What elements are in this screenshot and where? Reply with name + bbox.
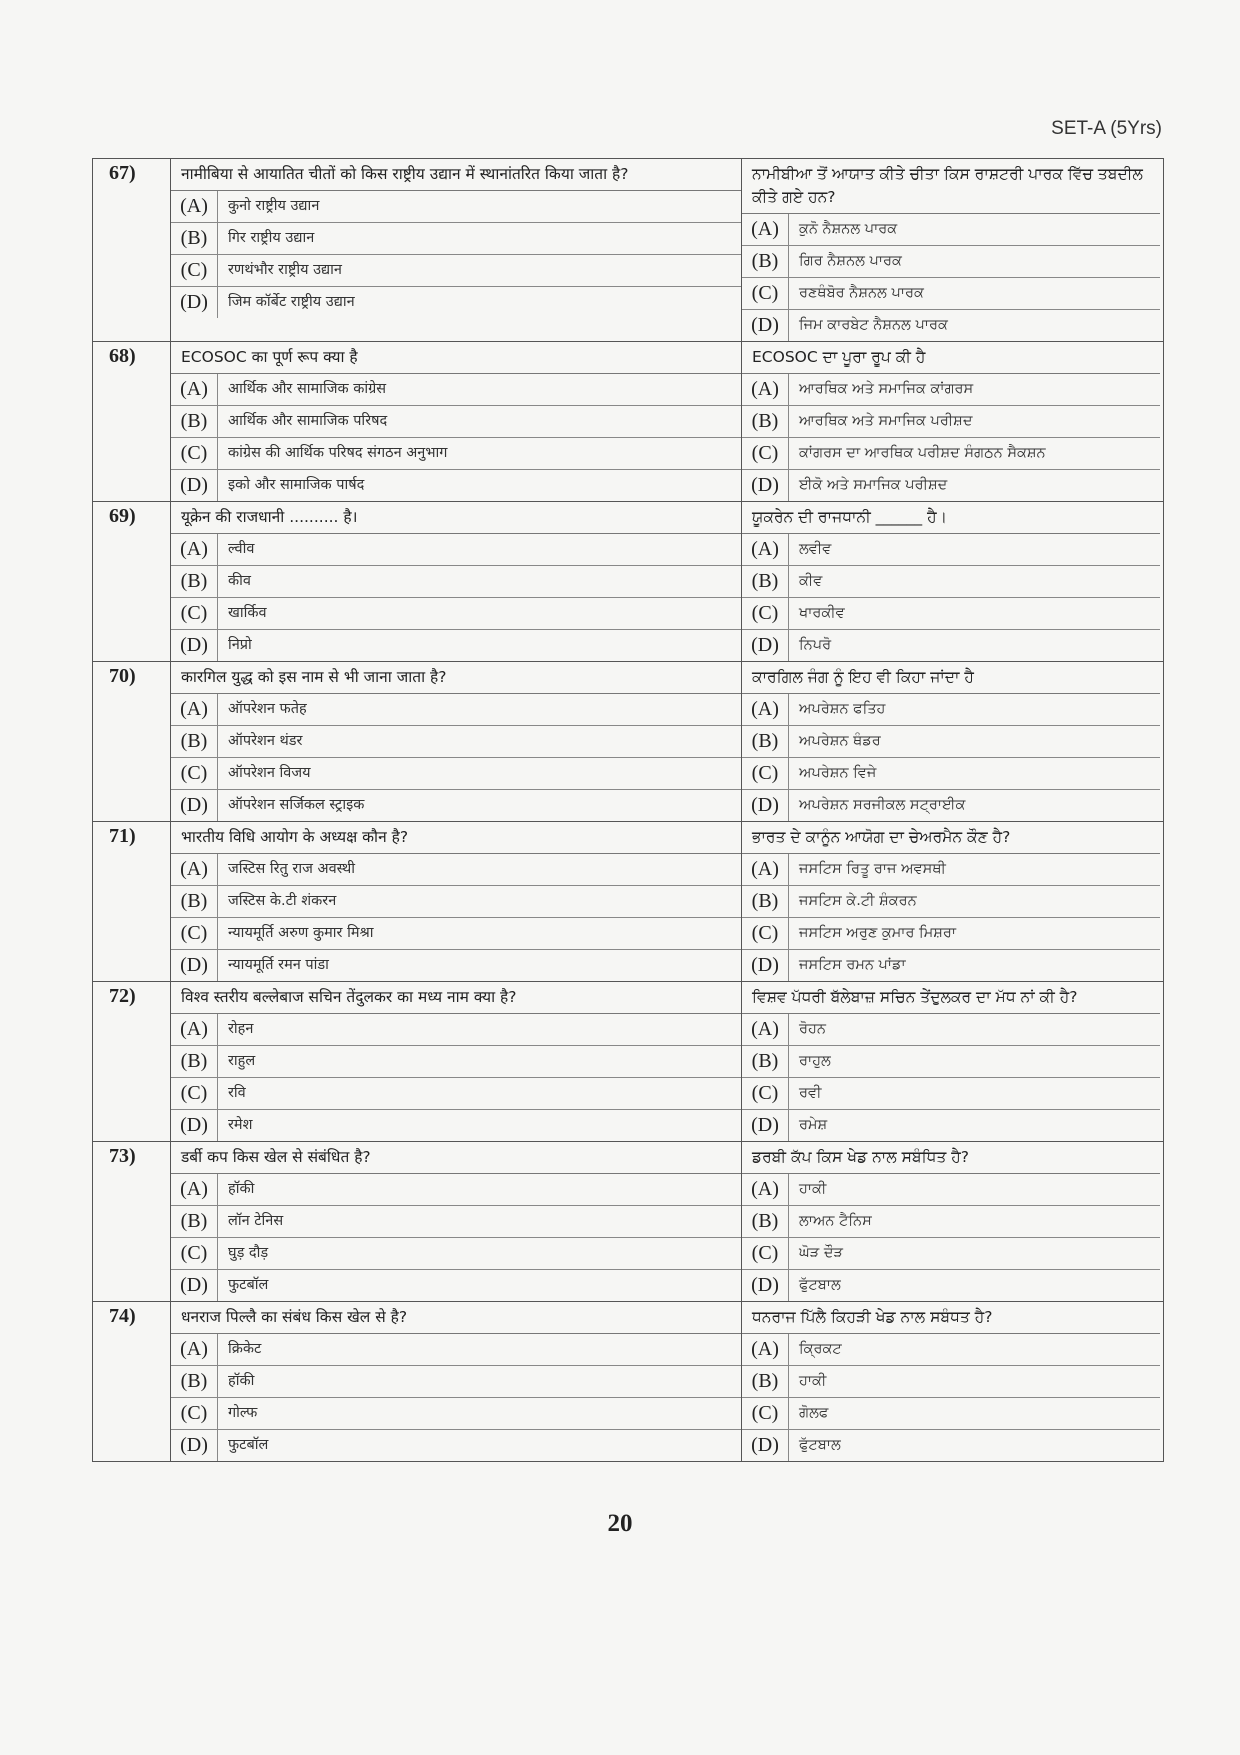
option-row-hindi <box>171 1110 741 1141</box>
question-column-punjabi <box>742 1142 1160 1301</box>
question-block <box>93 1141 1163 1301</box>
option-label: (C) <box>171 758 218 789</box>
option-label: (B) <box>742 406 789 437</box>
option-label: (A) <box>742 214 789 245</box>
question-text-hindi: भारतीय विधि आयोग के अध्यक्ष कौन है? <box>171 822 741 854</box>
option-label: (B) <box>742 566 789 597</box>
option-text: ल्वीव <box>228 541 255 557</box>
option-text: क्रिकेट <box>228 1341 262 1357</box>
question-text-hindi: धनराज पिल्लै का संबंध किस खेल से है? <box>171 1302 741 1334</box>
option-row-hindi <box>171 191 741 223</box>
option-label: (A) <box>742 374 789 405</box>
question-text-hindi: कारगिल युद्ध को इस नाम से भी जाना जाता है? <box>171 662 741 694</box>
question-column-hindi <box>171 662 742 821</box>
option-label: (D) <box>742 790 789 821</box>
option-text: ਗਿਰ ਨੈਸ਼ਨਲ ਪਾਰਕ <box>799 253 902 269</box>
option-text: रवि <box>228 1085 246 1101</box>
option-label: (D) <box>742 1110 789 1141</box>
option-label: (A) <box>742 694 789 725</box>
question-block <box>93 821 1163 981</box>
question-column-hindi <box>171 822 742 981</box>
option-label: (D) <box>742 950 789 981</box>
option-row-hindi <box>171 630 741 661</box>
option-row-hindi <box>171 1238 741 1270</box>
question-column-hindi <box>171 342 742 501</box>
option-row-hindi <box>171 470 741 501</box>
option-label: (B) <box>742 886 789 917</box>
option-label: (D) <box>171 1430 218 1461</box>
option-label: (D) <box>171 1110 218 1141</box>
option-label: (A) <box>742 1014 789 1045</box>
question-table <box>92 158 1164 1462</box>
option-row-punjabi <box>742 1334 1160 1366</box>
option-label: (A) <box>171 1014 218 1045</box>
option-text: आर्थिक और सामाजिक कांग्रेस <box>228 381 387 397</box>
option-label: (C) <box>171 598 218 629</box>
option-text: ਰਣਥੰਬੋਰ ਨੈਸ਼ਨਲ ਪਾਰਕ <box>799 285 924 301</box>
option-text: ਹਾਕੀ <box>799 1373 827 1389</box>
option-label: (A) <box>742 1334 789 1365</box>
option-row-punjabi <box>742 406 1160 438</box>
option-text: कांग्रेस की आर्थिक परिषद संगठन अनुभाग <box>228 445 448 461</box>
question-number: 73) <box>93 1142 171 1301</box>
option-row-punjabi <box>742 310 1160 341</box>
option-text: निप्रो <box>228 637 252 653</box>
option-row-hindi <box>171 918 741 950</box>
option-row-punjabi <box>742 278 1160 310</box>
option-row-hindi <box>171 1014 741 1046</box>
option-label: (B) <box>171 1366 218 1397</box>
option-row-hindi <box>171 1430 741 1461</box>
option-text: रमेश <box>228 1117 253 1133</box>
question-column-punjabi <box>742 159 1160 341</box>
option-text: ਲਵੀਵ <box>799 541 832 557</box>
option-row-hindi <box>171 854 741 886</box>
option-text: न्यायमूर्ति रमन पांडा <box>228 957 329 973</box>
option-label: (B) <box>171 223 218 254</box>
option-label: (B) <box>171 886 218 917</box>
option-row-punjabi <box>742 1046 1160 1078</box>
option-label: (A) <box>742 1174 789 1205</box>
option-text: ऑपरेशन विजय <box>228 765 311 781</box>
question-text-punjabi: ਡਰਬੀ ਕੱਪ ਕਿਸ ਖੇਡ ਨਾਲ ਸਬੰਧਿਤ ਹੈ? <box>742 1142 1160 1174</box>
option-row-hindi <box>171 694 741 726</box>
option-row-punjabi <box>742 246 1160 278</box>
question-column-punjabi <box>742 342 1160 501</box>
option-label: (B) <box>742 1366 789 1397</box>
option-row-hindi <box>171 534 741 566</box>
option-label: (C) <box>171 918 218 949</box>
question-column-hindi <box>171 982 742 1141</box>
question-block <box>93 661 1163 821</box>
option-row-hindi <box>171 406 741 438</box>
option-text: आर्थिक और सामाजिक परिषद <box>228 413 388 429</box>
option-text: ਜਸਟਿਸ ਅਰੁਣ ਕੁਮਾਰ ਮਿਸ਼ਰਾ <box>799 925 957 941</box>
question-number: 70) <box>93 662 171 821</box>
question-number: 68) <box>93 342 171 501</box>
question-column-punjabi <box>742 982 1160 1141</box>
option-text: न्यायमूर्ति अरुण कुमार मिश्रा <box>228 925 374 941</box>
option-text: राहुल <box>228 1053 256 1069</box>
question-text-punjabi: ਕਾਰਗਿਲ ਜੰਗ ਨੂੰ ਇਹ ਵੀ ਕਿਹਾ ਜਾਂਦਾ ਹੈ <box>742 662 1160 694</box>
set-label: SET-A (5Yrs) <box>1051 118 1162 139</box>
option-label: (D) <box>171 950 218 981</box>
option-text: ਕ੍ਰਿਕਟ <box>799 1341 842 1357</box>
question-text-punjabi: ਯੂਕਰੇਨ ਦੀ ਰਾਜਧਾਨੀ ______ ਹੈ। <box>742 502 1160 534</box>
option-label: (B) <box>742 246 789 277</box>
option-label: (D) <box>171 287 218 318</box>
option-text: जस्टिस के.टी शंकरन <box>228 893 337 909</box>
option-label: (D) <box>742 470 789 501</box>
question-text-hindi: विश्व स्तरीय बल्लेबाज सचिन तेंदुलकर का मध्य नाम क्या है? <box>171 982 741 1014</box>
option-label: (D) <box>171 470 218 501</box>
question-text-punjabi: ਧਨਰਾਜ ਪਿੱਲੈ ਕਿਹੜੀ ਖੇਡ ਨਾਲ ਸਬੰਧਤ ਹੈ? <box>742 1302 1160 1334</box>
option-row-hindi <box>171 726 741 758</box>
option-text: ਹਾਕੀ <box>799 1181 827 1197</box>
option-row-hindi <box>171 566 741 598</box>
option-label: (A) <box>171 1174 218 1205</box>
option-row-punjabi <box>742 470 1160 501</box>
option-row-punjabi <box>742 726 1160 758</box>
option-text: ਜਿਮ ਕਾਰਬੇਟ ਨੈਸ਼ਨਲ ਪਾਰਕ <box>799 317 948 333</box>
question-number: 72) <box>93 982 171 1141</box>
option-row-punjabi <box>742 1014 1160 1046</box>
option-label: (D) <box>742 1430 789 1461</box>
option-row-hindi <box>171 438 741 470</box>
option-row-punjabi <box>742 790 1160 821</box>
option-label: (C) <box>171 255 218 286</box>
option-text: रोहन <box>228 1021 254 1037</box>
option-text: ਕੁਨੋ ਨੈਸ਼ਨਲ ਪਾਰਕ <box>799 221 898 237</box>
option-text: ਅਪਰੇਸ਼ਨ ਥੰਡਰ <box>799 733 881 749</box>
option-text: घुड़ दौड़ <box>228 1245 269 1261</box>
option-label: (C) <box>171 438 218 469</box>
option-label: (B) <box>742 1046 789 1077</box>
option-text: हॉकी <box>228 1181 255 1197</box>
option-label: (D) <box>171 790 218 821</box>
option-row-hindi <box>171 374 741 406</box>
option-label: (C) <box>742 758 789 789</box>
option-text: गोल्फ <box>228 1405 258 1421</box>
question-number: 74) <box>93 1302 171 1461</box>
question-block <box>93 501 1163 661</box>
option-text: कुनो राष्ट्रीय उद्यान <box>228 198 320 214</box>
option-text: फुटबॉल <box>228 1437 269 1453</box>
option-row-punjabi <box>742 1270 1160 1301</box>
question-column-hindi <box>171 159 742 341</box>
option-text: ਕੀਵ <box>799 573 823 589</box>
option-text: ਰਮੇਸ਼ <box>799 1117 828 1133</box>
option-text: ਖਾਰਕੀਵ <box>799 605 845 621</box>
option-row-hindi <box>171 886 741 918</box>
option-text: फुटबॉल <box>228 1277 269 1293</box>
option-text: ਫੁੱਟਬਾਲ <box>799 1437 841 1453</box>
option-label: (C) <box>742 598 789 629</box>
option-row-hindi <box>171 950 741 981</box>
option-text: जिम कॉर्बेट राष्ट्रीय उद्यान <box>228 294 355 310</box>
option-label: (C) <box>742 438 789 469</box>
option-row-punjabi <box>742 566 1160 598</box>
option-text: ਨਿਪਰੋ <box>799 637 832 653</box>
option-text: ਕਾਂਗਰਸ ਦਾ ਆਰਥਿਕ ਪਰੀਸ਼ਦ ਸੰਗਠਨ ਸੈਕਸ਼ਨ <box>799 445 1046 461</box>
option-text: ऑपरेशन फतेह <box>228 701 307 717</box>
option-label: (A) <box>171 191 218 222</box>
question-column-punjabi <box>742 662 1160 821</box>
option-label: (C) <box>742 1238 789 1269</box>
option-label: (C) <box>742 918 789 949</box>
option-text: रणथंभौर राष्ट्रीय उद्यान <box>228 262 342 278</box>
option-text: ਅਪਰੇਸ਼ਨ ਵਿਜੇ <box>799 765 877 781</box>
option-label: (D) <box>171 1270 218 1301</box>
option-label: (D) <box>742 310 789 341</box>
option-row-punjabi <box>742 918 1160 950</box>
option-label: (C) <box>171 1078 218 1109</box>
option-row-punjabi <box>742 886 1160 918</box>
option-text: ਰੋਹਨ <box>799 1021 826 1037</box>
option-label: (B) <box>171 1206 218 1237</box>
option-text: ਰਾਹੁਲ <box>799 1053 831 1069</box>
option-label: (B) <box>742 726 789 757</box>
option-row-punjabi <box>742 534 1160 566</box>
question-column-punjabi <box>742 1302 1160 1461</box>
option-label: (A) <box>171 694 218 725</box>
option-label: (C) <box>171 1238 218 1269</box>
option-label: (B) <box>171 1046 218 1077</box>
option-row-punjabi <box>742 1174 1160 1206</box>
question-column-hindi <box>171 1302 742 1461</box>
page-number: 20 <box>607 1510 633 1537</box>
question-column-punjabi <box>742 822 1160 981</box>
option-text: हॉकी <box>228 1373 255 1389</box>
option-label: (A) <box>742 854 789 885</box>
option-text: ਫੁੱਟਬਾਲ <box>799 1277 841 1293</box>
option-row-hindi <box>171 1366 741 1398</box>
question-block <box>93 981 1163 1141</box>
option-text: ਆਰਥਿਕ ਅਤੇ ਸਮਾਜਿਕ ਪਰੀਸ਼ਦ <box>799 413 973 429</box>
option-label: (B) <box>171 726 218 757</box>
question-block <box>93 159 1163 341</box>
question-text-hindi: ECOSOC का पूर्ण रूप क्या है <box>171 342 741 374</box>
option-text: ਜਸਟਿਸ ਕੇ.ਟੀ ਸ਼ੰਕਰਨ <box>799 893 917 909</box>
option-row-punjabi <box>742 1398 1160 1430</box>
option-text: ऑपरेशन थंडर <box>228 733 303 749</box>
option-text: लॉन टेनिस <box>228 1213 284 1229</box>
question-column-punjabi <box>742 502 1160 661</box>
option-text: जस्टिस रितु राज अवस्थी <box>228 861 355 877</box>
question-text-hindi: यूक्रेन की राजधानी .......... है। <box>171 502 741 534</box>
question-text-punjabi: ਵਿਸ਼ਵ ਪੱਧਰੀ ਬੱਲੇਬਾਜ਼ ਸਚਿਨ ਤੇਂਦੁਲਕਰ ਦਾ ਮੱਧ ਨਾਂ ਕੀ ਹੈ? <box>742 982 1160 1014</box>
option-text: गिर राष्ट्रीय उद्यान <box>228 230 315 246</box>
option-text: ਜਸਟਿਸ ਰਮਨ ਪਾਂਡਾ <box>799 957 906 973</box>
option-row-hindi <box>171 1270 741 1301</box>
option-text: ਜਸਟਿਸ ਰਿਤੂ ਰਾਜ ਅਵਸਥੀ <box>799 861 946 877</box>
option-row-punjabi <box>742 1078 1160 1110</box>
question-column-hindi <box>171 502 742 661</box>
option-row-hindi <box>171 1206 741 1238</box>
option-row-punjabi <box>742 1238 1160 1270</box>
option-text: कीव <box>228 573 251 589</box>
question-number: 71) <box>93 822 171 981</box>
option-label: (B) <box>742 1206 789 1237</box>
option-label: (D) <box>171 630 218 661</box>
option-row-punjabi <box>742 438 1160 470</box>
option-row-hindi <box>171 1078 741 1110</box>
option-label: (A) <box>171 534 218 565</box>
question-column-hindi <box>171 1142 742 1301</box>
option-row-punjabi <box>742 1110 1160 1141</box>
option-label: (A) <box>171 854 218 885</box>
option-row-hindi <box>171 1334 741 1366</box>
option-row-punjabi <box>742 1366 1160 1398</box>
option-row-hindi <box>171 1398 741 1430</box>
option-label: (A) <box>171 1334 218 1365</box>
option-row-hindi <box>171 790 741 821</box>
option-label: (C) <box>742 278 789 309</box>
option-text: ਰਵੀ <box>799 1085 822 1101</box>
option-text: ਅਪਰੇਸ਼ਨ ਸਰਜੀਕਲ ਸਟ੍ਰਾਈਕ <box>799 797 966 813</box>
option-text: ਅਪਰੇਸ਼ਨ ਫਤਿਹ <box>799 701 886 717</box>
option-row-punjabi <box>742 950 1160 981</box>
question-number: 67) <box>93 159 171 341</box>
option-label: (C) <box>171 1398 218 1429</box>
option-row-hindi <box>171 1046 741 1078</box>
option-row-hindi <box>171 255 741 287</box>
option-label: (D) <box>742 630 789 661</box>
option-row-punjabi <box>742 214 1160 246</box>
option-row-hindi <box>171 598 741 630</box>
option-row-punjabi <box>742 598 1160 630</box>
option-text: इको और सामाजिक पार्षद <box>228 477 365 493</box>
option-label: (A) <box>171 374 218 405</box>
option-row-punjabi <box>742 374 1160 406</box>
question-number: 69) <box>93 502 171 661</box>
option-text: ਲਾਅਨ ਟੈਨਿਸ <box>799 1213 872 1229</box>
option-text: ਗੋਲਫ <box>799 1405 829 1421</box>
question-text-punjabi: ECOSOC ਦਾ ਪੂਰਾ ਰੂਪ ਕੀ ਹੈ <box>742 342 1160 374</box>
option-label: (A) <box>742 534 789 565</box>
option-row-punjabi <box>742 630 1160 661</box>
option-row-hindi <box>171 758 741 790</box>
option-row-hindi <box>171 1174 741 1206</box>
option-label: (B) <box>171 406 218 437</box>
option-row-punjabi <box>742 1206 1160 1238</box>
option-row-punjabi <box>742 694 1160 726</box>
question-block <box>93 1301 1163 1461</box>
question-text-punjabi: ਨਾਮੀਬੀਆ ਤੋਂ ਆਯਾਤ ਕੀਤੇ ਚੀਤਾ ਕਿਸ ਰਾਸ਼ਟਰੀ ਪਾਰਕ ਵਿੱਚ ਤਬਦੀਲ ਕੀਤੇ ਗਏ ਹਨ? <box>742 159 1160 214</box>
question-text-punjabi: ਭਾਰਤ ਦੇ ਕਾਨੂੰਨ ਆਯੋਗ ਦਾ ਚੇਅਰਮੈਨ ਕੌਣ ਹੈ? <box>742 822 1160 854</box>
question-text-hindi: डर्बी कप किस खेल से संबंधित है? <box>171 1142 741 1174</box>
option-row-hindi <box>171 287 741 318</box>
option-text: खार्किव <box>228 605 267 621</box>
option-row-punjabi <box>742 854 1160 886</box>
option-row-hindi <box>171 223 741 255</box>
option-text: ऑपरेशन सर्जिकल स्ट्राइक <box>228 797 365 813</box>
option-label: (B) <box>171 566 218 597</box>
question-block <box>93 341 1163 501</box>
question-text-hindi: नामीबिया से आयातित चीतों को किस राष्ट्रीय उद्यान में स्थानांतरित किया जाता है? <box>171 159 741 191</box>
option-label: (C) <box>742 1398 789 1429</box>
option-text: ਈਕੋ ਅਤੇ ਸਮਾਜਿਕ ਪਰੀਸ਼ਦ <box>799 477 948 493</box>
option-text: ਘੋੜ ਦੌੜ <box>799 1245 843 1261</box>
option-row-punjabi <box>742 1430 1160 1461</box>
option-text: ਆਰਥਿਕ ਅਤੇ ਸਮਾਜਿਕ ਕਾਂਗਰਸ <box>799 381 974 397</box>
option-row-punjabi <box>742 758 1160 790</box>
option-label: (C) <box>742 1078 789 1109</box>
option-label: (D) <box>742 1270 789 1301</box>
